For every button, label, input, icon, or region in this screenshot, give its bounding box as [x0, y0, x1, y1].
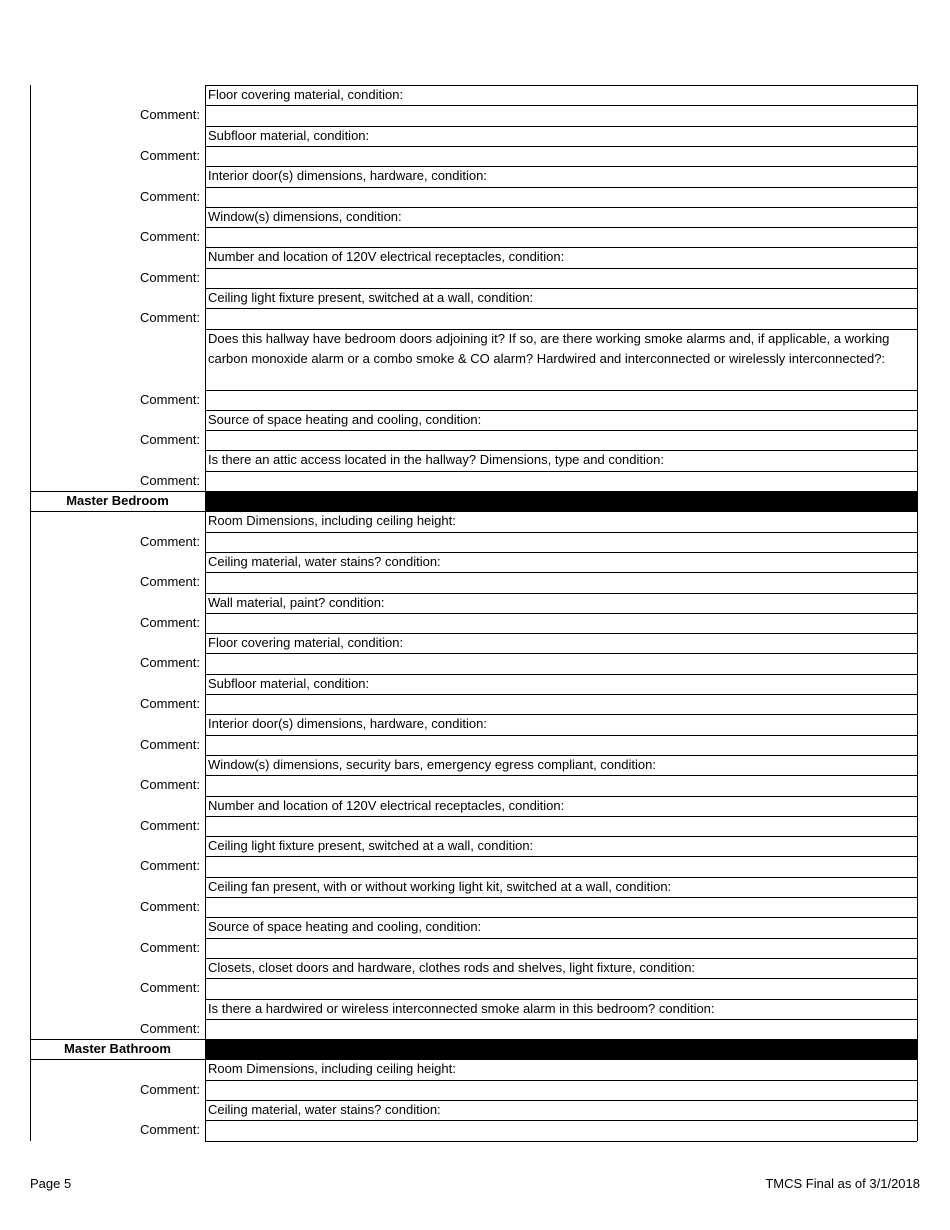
question-text: Interior door(s) dimensions, hardware, condition: [208, 168, 487, 184]
question-text: Wall material, paint? condition: [208, 594, 385, 610]
question-text: Interior door(s) dimensions, hardware, condition: [208, 716, 487, 732]
section-top-border [30, 491, 917, 492]
comment-label: Comment: [140, 1122, 200, 1138]
comment-field[interactable] [206, 1081, 916, 1099]
question-text: Ceiling material, water stains? condition: [208, 1102, 441, 1117]
comment-field[interactable] [206, 1020, 916, 1038]
comment-label: Comment: [140, 472, 200, 488]
comment-label: Comment: [140, 574, 200, 590]
comment-field[interactable] [206, 533, 916, 551]
footer-page-number: Page 5 [30, 1176, 72, 1191]
column-divider [205, 85, 206, 1141]
comment-label: Comment: [140, 107, 200, 123]
row-border [205, 1141, 917, 1142]
question-text: Window(s) dimensions, security bars, emergency egress compliant, condition: [208, 756, 656, 772]
comment-field[interactable] [206, 979, 916, 997]
question-text: Subfloor material, condition: [208, 675, 370, 691]
comment-field[interactable] [206, 106, 916, 124]
comment-label: Comment: [140, 533, 200, 549]
question-text: Source of space heating and cooling, condition: [208, 919, 482, 935]
comment-field[interactable] [206, 472, 916, 490]
comment-field[interactable] [206, 736, 916, 754]
question-text: Floor covering material, condition: [208, 87, 404, 102]
comment-field[interactable] [206, 188, 916, 206]
comment-field[interactable] [206, 269, 916, 287]
comment-label: Comment: [140, 736, 200, 752]
question-text: Subfloor material, condition: [208, 127, 370, 143]
comment-label: Comment: [140, 229, 200, 245]
comment-field[interactable] [206, 614, 916, 632]
comment-label: Comment: [140, 696, 200, 711]
comment-field[interactable] [206, 228, 916, 246]
comment-label: Comment: [140, 655, 200, 671]
comment-field[interactable] [206, 391, 916, 409]
comment-label: Comment: [140, 147, 200, 163]
comment-label: Comment: [140, 817, 200, 833]
comment-field[interactable] [206, 1121, 916, 1139]
question-text: Floor covering material, condition: [208, 635, 404, 651]
question-text: Ceiling material, water stains? condition: [208, 553, 441, 569]
section-top-border [30, 1039, 917, 1040]
comment-field[interactable] [206, 573, 916, 591]
question-text: Is there a hardwired or wireless interconnected smoke alarm in this bedroom? condition: [208, 1000, 715, 1016]
comment-label: Comment: [140, 980, 200, 996]
comment-field[interactable] [206, 431, 916, 449]
question-text: Ceiling light fixture present, switched at a wall, condition: [208, 290, 534, 305]
comment-label: Comment: [140, 899, 200, 914]
row-border [205, 85, 917, 86]
comment-label: Comment: [140, 310, 200, 326]
comment-label: Comment: [140, 391, 200, 407]
left-border [30, 85, 31, 1141]
comment-label: Comment: [140, 777, 200, 793]
comment-label: Comment: [140, 432, 200, 448]
question-text: Does this hallway have bedroom doors adjoining it? If so, are there working smoke alarms and, if applicable, a working carbon monoxide alarm or a combo smoke & CO alarm? Hardwired and interconnected or wirelessly interconnected?: [208, 330, 890, 366]
question-text: Is there an attic access located in the hallway? Dimensions, type and condition: [208, 452, 664, 468]
section-header-bar [206, 491, 917, 511]
comment-field[interactable] [206, 898, 916, 916]
comment-field[interactable] [206, 817, 916, 835]
comment-label: Comment: [140, 188, 200, 204]
comment-label: Comment: [140, 858, 200, 874]
right-border [917, 85, 918, 1141]
comment-field[interactable] [206, 857, 916, 875]
question-text: Closets, closet doors and hardware, clothes rods and shelves, light fixture, condition: [208, 959, 696, 975]
question-text: Room Dimensions, including ceiling height: [208, 513, 456, 529]
question-text: Room Dimensions, including ceiling height: [208, 1061, 456, 1077]
comment-field[interactable] [206, 147, 916, 165]
section-header: Master Bathroom [64, 1041, 171, 1057]
comment-label: Comment: [140, 939, 200, 955]
comment-label: Comment: [140, 614, 200, 630]
question-text: Number and location of 120V electrical receptacles, condition: [208, 249, 565, 265]
question-text: Window(s) dimensions, condition: [208, 208, 402, 224]
section-header: Master Bedroom [66, 493, 169, 508]
question-text: Number and location of 120V electrical receptacles, condition: [208, 797, 565, 813]
comment-label: Comment: [140, 269, 200, 285]
comment-field[interactable] [206, 309, 916, 327]
question-text: Ceiling fan present, with or without working light kit, switched at a wall, condition: [208, 878, 672, 894]
comment-field[interactable] [206, 654, 916, 672]
question-text: Source of space heating and cooling, condition: [208, 411, 482, 427]
comment-field[interactable] [206, 776, 916, 794]
footer-document-version: TMCS Final as of 3/1/2018 [765, 1176, 920, 1191]
section-header-bar [206, 1039, 917, 1059]
comment-label: Comment: [140, 1020, 200, 1036]
comment-field[interactable] [206, 939, 916, 957]
question-text: Ceiling light fixture present, switched at a wall, condition: [208, 838, 534, 854]
comment-field[interactable] [206, 695, 916, 713]
comment-label: Comment: [140, 1081, 200, 1097]
